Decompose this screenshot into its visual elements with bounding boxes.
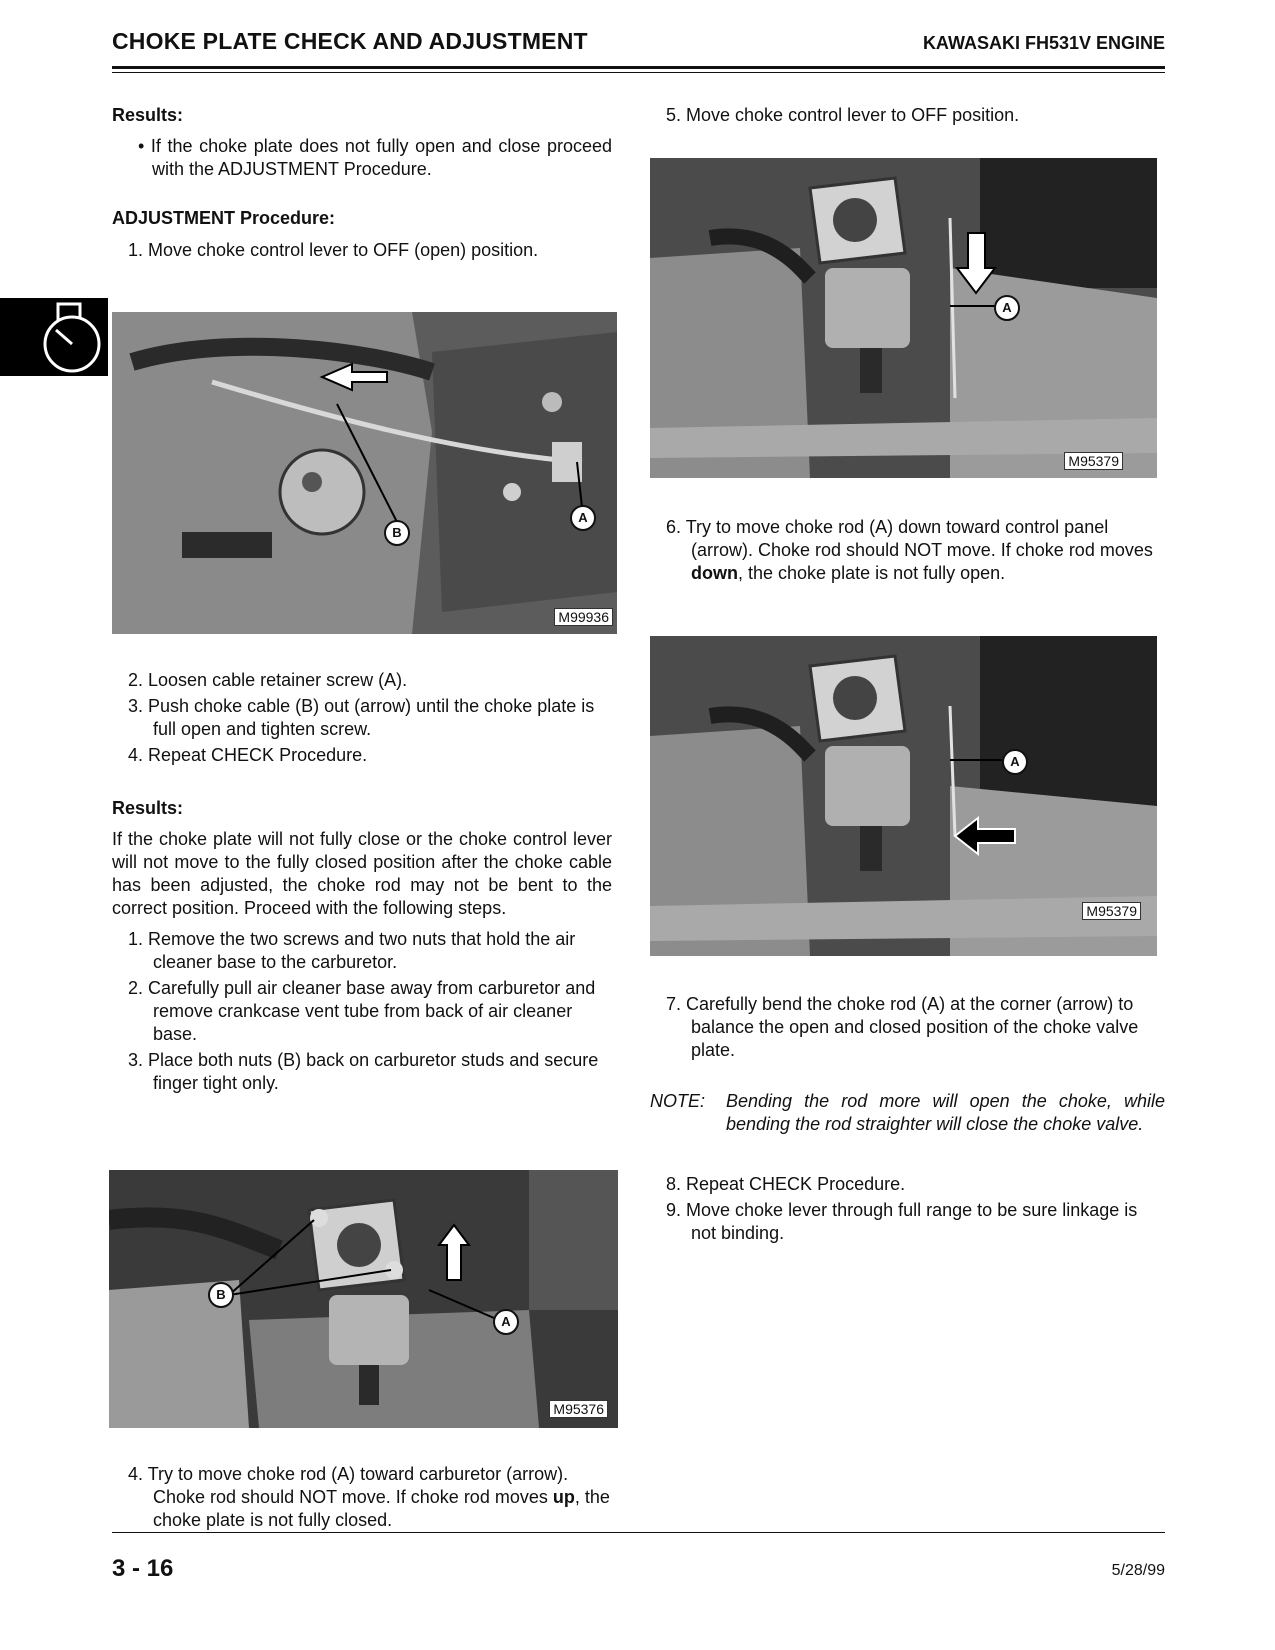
sub-step-4-tail: , the choke plate is not fully closed. (153, 1487, 610, 1530)
callout-b: B (208, 1282, 234, 1308)
engine-model: KAWASAKI FH531V ENGINE (922, 33, 1165, 53)
step-8: 8. Repeat CHECK Procedure. (666, 1174, 906, 1194)
sub-step-2: 2. Carefully pull air cleaner base away from carburetor and remove crankcase vent tube from back of air cleaner base. (128, 978, 596, 1044)
sub-step-4 (112, 1463, 612, 1532)
step-3: 3. Push choke cable (B) out (arrow) until the choke plate is full open and tighten screw. (128, 696, 595, 739)
results-bullet-text: If the choke plate does not fully open and close proceed with the ADJUSTMENT Procedure. (150, 136, 612, 179)
step-5: 5. Move choke control lever to OFF position. (666, 105, 1020, 125)
footer-rule (112, 1532, 1165, 1533)
callout-a: A (994, 295, 1020, 321)
figure-id: M95379 (1082, 902, 1141, 920)
right-column-top (650, 104, 1165, 127)
left-column-mid (112, 669, 612, 1095)
section-tab (0, 298, 108, 376)
photo-choke-rod-bend (650, 636, 1157, 956)
photo-choke-cable (112, 312, 617, 634)
adjustment-heading: ADJUSTMENT Procedure: (112, 208, 336, 228)
sub-step-1: 1. Remove the two screws and two nuts that hold the air cleaner base to the carburetor. (128, 929, 576, 972)
note-text: Bending the rod more will open the choke, while bending the rod straighter will close the choke valve. (726, 1091, 1165, 1134)
page-number: 3 - 16 (112, 1555, 174, 1582)
figure-id: M95379 (1064, 452, 1123, 470)
callout-a: A (493, 1309, 519, 1335)
step-2: 2. Loosen cable retainer screw (A). (128, 670, 408, 690)
sub-step-4-text: 4. Try to move choke rod (A) toward carburetor (arrow). Choke rod should NOT move. If choke rod moves (128, 1464, 569, 1507)
note-label: NOTE: (650, 1091, 706, 1111)
step-9: 9. Move choke lever through full range to be sure linkage is not binding. (666, 1200, 1138, 1243)
step-1: 1. Move choke control lever to OFF (open) position. (128, 240, 539, 260)
results-bullet: • If the choke plate does not fully open and close proceed with the ADJUSTMENT Procedure. (138, 136, 612, 179)
step-4: 4. Repeat CHECK Procedure. (128, 745, 368, 765)
figure-id: M95376 (549, 1400, 608, 1418)
callout-a: A (1002, 749, 1028, 775)
results-heading-2: Results: (112, 798, 184, 818)
right-column-mid (650, 516, 1165, 585)
sub-step-3: 3. Place both nuts (B) back on carburetor studs and secure finger tight only. (128, 1050, 599, 1093)
step-7: 7. Carefully bend the choke rod (A) at the corner (arrow) to balance the open and closed position of the choke valve plate. (666, 994, 1139, 1060)
callout-a: A (570, 505, 596, 531)
photo-choke-rod-down-image (650, 158, 1157, 478)
header-rule-thick (112, 66, 1165, 69)
engine-clock-icon (0, 298, 108, 376)
right-column-bottom (650, 993, 1165, 1245)
header-rule-thin (112, 72, 1165, 73)
step-6-bold: down (691, 563, 738, 583)
page-title: CHOKE PLATE CHECK AND ADJUSTMENT (112, 28, 588, 54)
callout-b: B (384, 520, 410, 546)
photo-air-cleaner-base (109, 1170, 618, 1428)
left-column-top (112, 104, 612, 262)
step-6 (650, 516, 1165, 585)
left-column-bottom (112, 1463, 612, 1532)
step-6-tail: , the choke plate is not fully open. (738, 563, 1006, 583)
photo-choke-cable-image (112, 312, 617, 634)
page-date: 5/28/99 (1111, 1562, 1165, 1579)
sub-step-4-bold: up (552, 1487, 575, 1507)
figure-id: M99936 (554, 608, 613, 626)
photo-air-cleaner-base-image (109, 1170, 618, 1428)
results-paragraph: If the choke plate will not fully close or the choke control lever will not move to the fully closed position after the choke cable has been adjusted, the choke rod may not be bent to the correct position. Proceed with the following steps. (112, 829, 612, 918)
photo-choke-rod-down (650, 158, 1157, 478)
results-heading: Results: (112, 105, 184, 125)
step-6-text: 6. Try to move choke rod (A) down toward control panel (arrow). Choke rod should NOT move. If choke rod moves (666, 517, 1153, 560)
photo-choke-rod-bend-image (650, 636, 1157, 956)
note (650, 1090, 1165, 1136)
